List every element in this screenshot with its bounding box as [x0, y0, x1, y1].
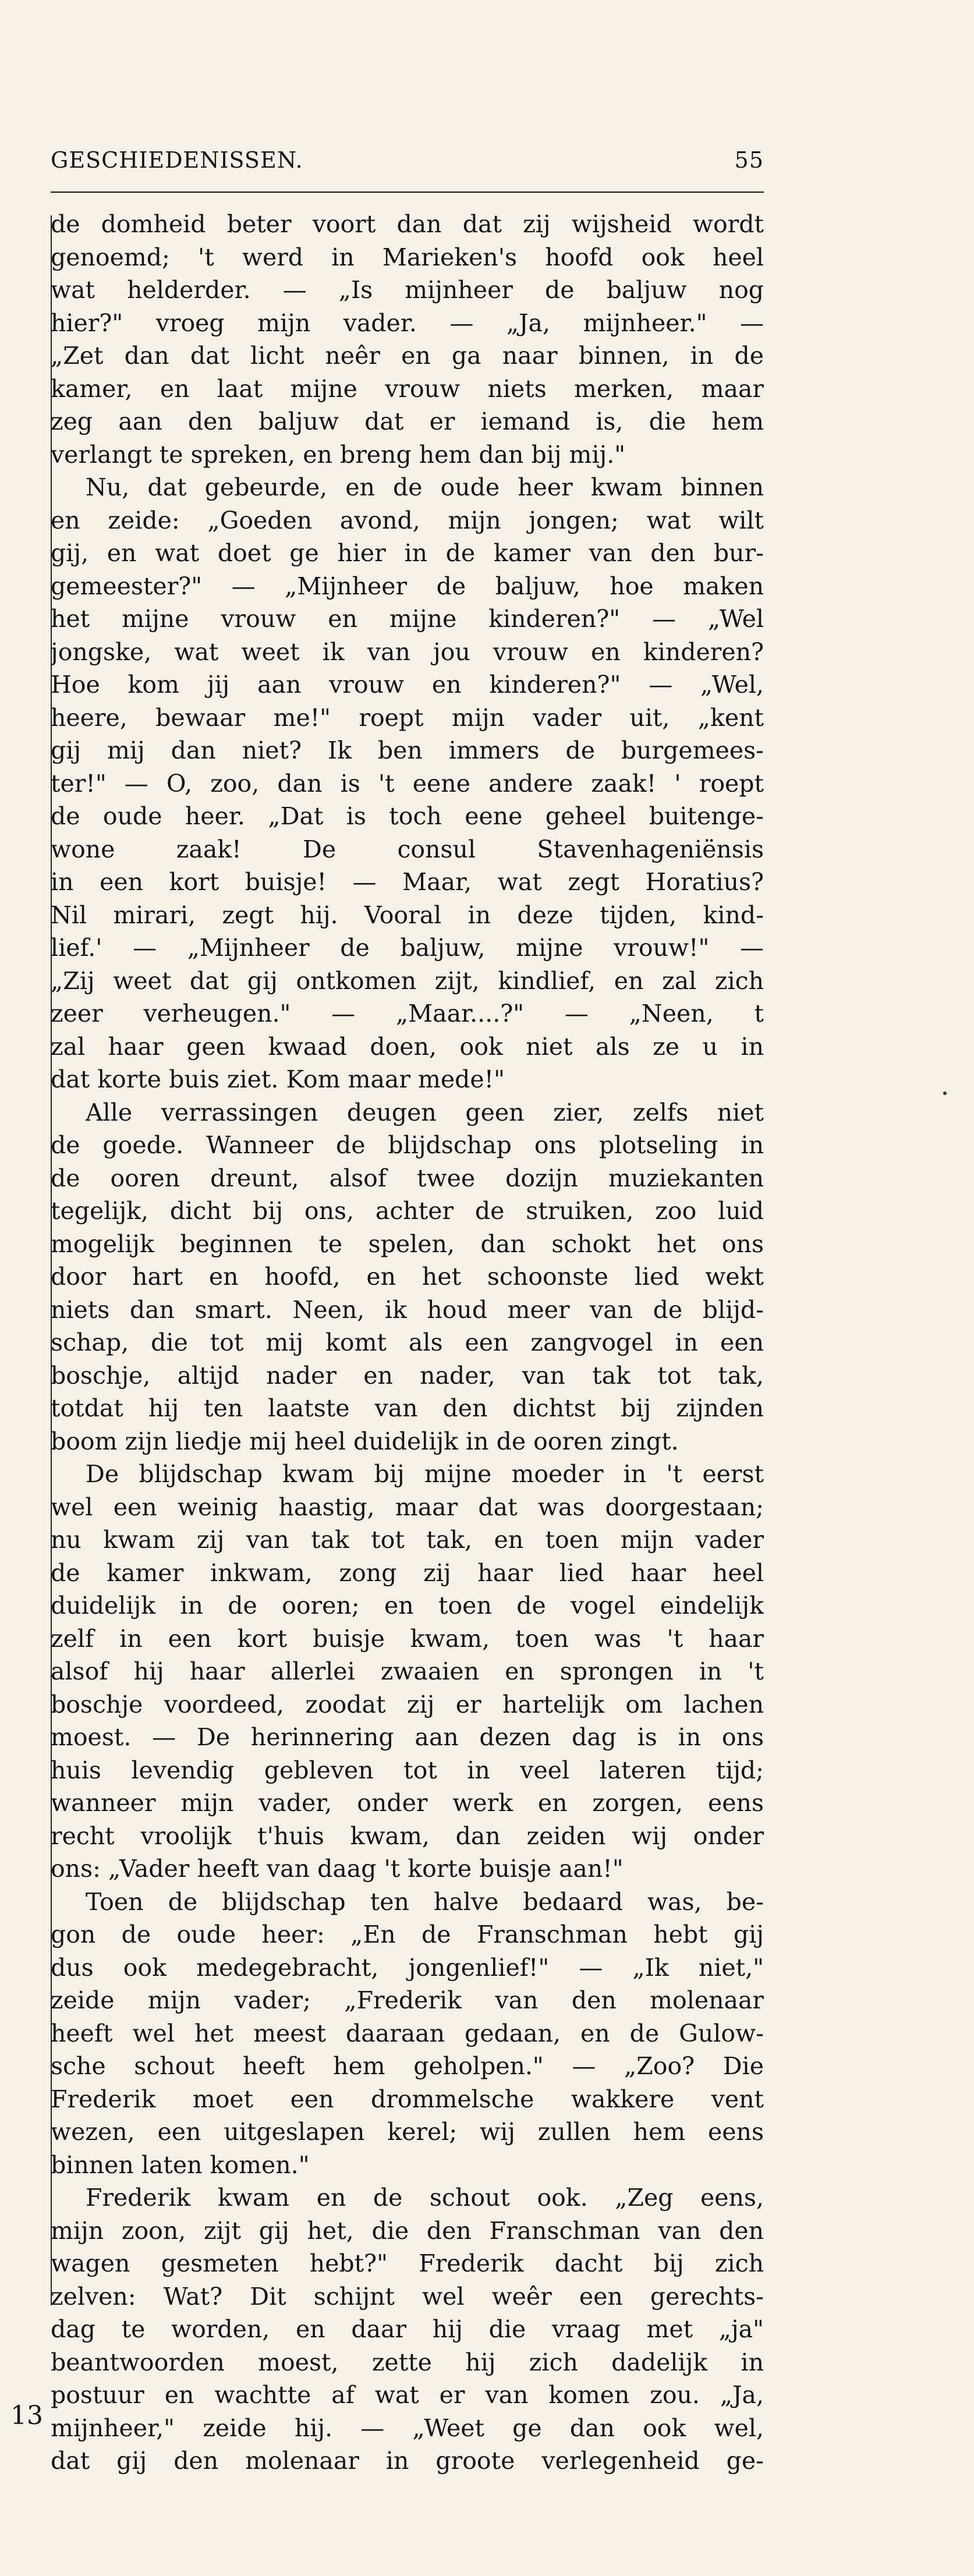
- running-title: GESCHIEDENISSEN.: [51, 147, 303, 173]
- text-line: wat helderder. — „Is mijnheer de baljuw nog: [51, 276, 764, 304]
- text-line: verlangt te spreken, en breng hem dan bij mij.": [51, 440, 626, 469]
- text-line: recht vroolijk t'huis kwam, dan zeiden wij onder: [51, 1822, 764, 1850]
- text-line: wanneer mijn vader, onder werk en zorgen, eens: [51, 1789, 764, 1817]
- text-line: lief.' — „Mijnheer de baljuw, mijne vrouw!" —: [51, 934, 764, 962]
- text-line: beantwoorden moest, zette hij zich dadelijk in: [51, 2348, 764, 2376]
- text-line: in een kort buisje! — Maar, wat zegt Horatius?: [51, 868, 764, 896]
- text-line: jongske, wat weet ik van jou vrouw en kinderen?: [51, 637, 764, 666]
- text-line: totdat hij ten laatste van den dichtst bij zijnden: [51, 1394, 764, 1422]
- text-line: huis levendig gebleven tot in veel lateren tijd;: [51, 1756, 764, 1784]
- text-line: zeg aan den baljuw dat er iemand is, die hem: [51, 408, 764, 435]
- text-line: de domheid beter voort dan dat zij wijsheid wordt: [51, 210, 764, 238]
- text-line: zelf in een kort buisje kwam, toen was 't haar: [51, 1624, 764, 1653]
- text-line: ons: „Vader heeft van daag 't korte buisje aan!": [51, 1855, 624, 1883]
- text-line: wezen, een uitgeslapen kerel; wij zullen hem eens: [51, 2118, 764, 2146]
- text-line: heere, bewaar me!" roept mijn vader uit, „kent: [51, 703, 764, 732]
- text-line: Frederik kwam en de schout ook. „Zeg eens,: [86, 2184, 764, 2212]
- text-line: boom zijn liedje mij heel duidelijk in de ooren zingt.: [51, 1427, 679, 1455]
- text-line: Hoe kom jij aan vrouw en kinderen?" — „Wel,: [51, 671, 764, 699]
- text-line: niets dan smart. Neen, ik houd meer van de blijd-: [51, 1295, 764, 1324]
- text-line: heeft wel het meest daaraan gedaan, en de Gulow-: [51, 2019, 764, 2047]
- text-line: dat gij den molenaar in groote verlegenheid ge-: [51, 2447, 764, 2475]
- text-line: sche schout heeft hem geholpen." — „Zoo? Die: [51, 2052, 764, 2080]
- text-line: nu kwam zij van tak tot tak, en toen mijn vader: [51, 1526, 764, 1554]
- text-line: zeide mijn vader; „Frederik van den molenaar: [51, 1986, 764, 2014]
- text-line: de kamer inkwam, zong zij haar lied haar heel: [51, 1558, 764, 1587]
- text-line: dus ook medegebracht, jongenlief!" — „Ik niet,": [51, 1953, 764, 1982]
- text-line: Alle verrassingen deugen geen zier, zelfs niet: [86, 1098, 764, 1126]
- running-header: [51, 143, 764, 178]
- text-line: tegelijk, dicht bij ons, achter de struiken, zoo luid: [51, 1197, 764, 1225]
- body-text: [51, 208, 764, 2478]
- text-line: genoemd; 't werd in Marieken's hoofd ook heel: [51, 243, 764, 271]
- text-line: Frederik moet een drommelsche wakkere vent: [51, 2085, 764, 2113]
- header-rule: [51, 192, 764, 193]
- text-line: wel een weinig haastig, maar dat was doorgestaan;: [51, 1493, 764, 1521]
- text-line: de oude heer. „Dat is toch eene geheel buitenge-: [51, 802, 764, 830]
- text-line: binnen laten komen.": [51, 2150, 310, 2179]
- text-line: gemeester?" — „Mijnheer de baljuw, hoe maken: [51, 572, 764, 600]
- text-line: door hart en hoofd, en het schoonste lied wekt: [51, 1263, 764, 1291]
- text-line: moest. — De herinnering aan dezen dag is in ons: [51, 1723, 764, 1751]
- text-line: de goede. Wanneer de blijdschap ons plotseling in: [51, 1131, 764, 1159]
- text-line: schap, die tot mij komt als een zangvogel in een: [51, 1328, 764, 1356]
- text-line: Nu, dat gebeurde, en de oude heer kwam binnen: [86, 473, 764, 501]
- signature-mark: 13: [10, 2401, 43, 2430]
- page-number: 55: [734, 147, 764, 173]
- text-line: mogelijk beginnen te spelen, dan schokt het ons: [51, 1229, 764, 1258]
- text-line: dag te worden, en daar hij die vraag met „ja": [51, 2315, 764, 2343]
- text-line: dat korte buis ziet. Kom maar mede!": [51, 1065, 505, 1093]
- text-line: gon de oude heer: „En de Franschman hebt gij: [51, 1921, 764, 1948]
- text-line: alsof hij haar allerlei zwaaien en sprongen in 't: [51, 1657, 764, 1685]
- text-line: „Zet dan dat licht neêr en ga naar binnen, in de: [51, 342, 764, 370]
- text-line: De blijdschap kwam bij mijne moeder in 't eerst: [86, 1460, 764, 1488]
- text-line: ter!" — O, zoo, dan is 't eene andere zaak! ' roept: [51, 769, 764, 798]
- text-line: mijn zoon, zijt gij het, die den Franschman van den: [51, 2216, 764, 2245]
- text-line: duidelijk in de ooren; en toen de vogel eindelijk: [51, 1592, 764, 1620]
- text-line: en zeide: „Goeden avond, mijn jongen; wat wilt: [51, 506, 764, 534]
- text-line: wagen gesmeten hebt?" Frederik dacht bij zich: [51, 2249, 764, 2277]
- text-line: Toen de blijdschap ten halve bedaard was, be-: [86, 1887, 764, 1916]
- text-line: de ooren dreunt, alsof twee dozijn muziekanten: [51, 1164, 764, 1192]
- text-line: het mijne vrouw en mijne kinderen?" — „Wel: [51, 605, 764, 633]
- text-line: gij mij dan niet? Ik ben immers de burgemees-: [51, 736, 764, 764]
- margin-dot: [943, 1092, 947, 1095]
- text-line: boschje voordeed, zoodat zij er hartelijk om lachen: [51, 1690, 764, 1718]
- text-line: mijnheer," zeide hij. — „Weet ge dan ook wel,: [51, 2414, 764, 2442]
- text-line: wone zaak! De consul Stavenhageniënsis: [51, 835, 764, 863]
- text-line: zelven: Wat? Dit schijnt wel weêr een gerechts-: [51, 2282, 764, 2311]
- text-line: kamer, en laat mijne vrouw niets merken, maar: [51, 374, 764, 403]
- text-line: postuur en wachtte af wat er van komen zou. „Ja,: [51, 2381, 764, 2409]
- text-line: Nil mirari, zegt hij. Vooral in deze tijden, kind-: [51, 901, 764, 929]
- text-line: zal haar geen kwaad doen, ook niet als ze u in: [51, 1032, 764, 1061]
- text-line: „Zij weet dat gij ontkomen zijt, kindlief, en zal zich: [51, 966, 764, 995]
- text-line: zeer verheugen." — „Maar....?" — „Neen, t: [51, 1000, 764, 1027]
- text-line: gij, en wat doet ge hier in de kamer van den bur-: [51, 539, 764, 567]
- text-line: boschje, altijd nader en nader, van tak tot tak,: [51, 1361, 764, 1390]
- text-line: hier?" vroeg mijn vader. — „Ja, mijnheer." —: [51, 309, 764, 337]
